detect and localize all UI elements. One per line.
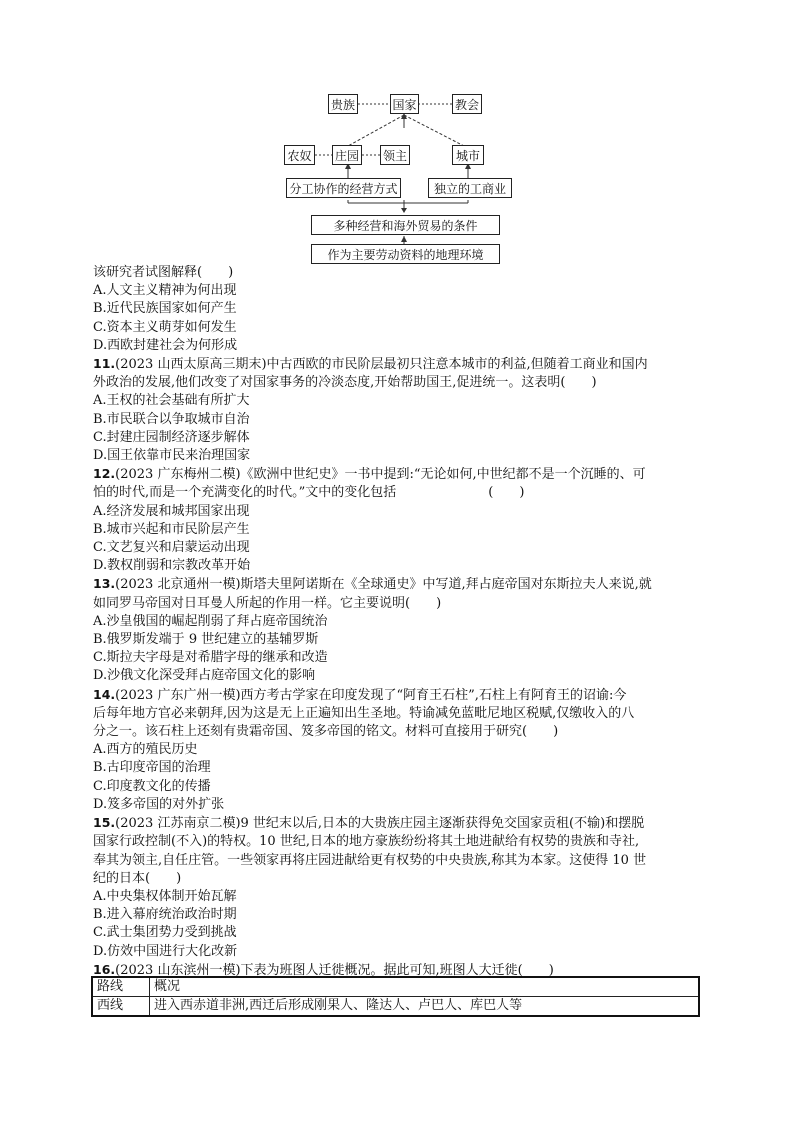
q10-option-c: C.资本主义萌芽如何发生	[93, 319, 237, 335]
q12-number: 12.	[93, 466, 116, 482]
q14-line-3: 分之一。该石柱上还刻有贵霜帝国、笈多帝国的铭文。材料可直接用于研究( )	[93, 724, 559, 740]
q16-text-1: (2023 山东滨州一模)下表为班图人迁徙概况。据此可知,班图人大迁徙( )	[115, 962, 554, 978]
q15-line-4: 纪的日本( )	[93, 870, 182, 886]
q13-number: 13.	[93, 576, 116, 592]
q16-number: 16.	[93, 961, 116, 977]
box-serfs: 农奴	[284, 145, 315, 165]
q14-number: 14.	[93, 686, 116, 702]
q15-text-1: (2023 江苏南京二模)9 世纪末以后,日本的大贵族庄园主逐渐获得免交国家贡租(不输)和摆脱	[115, 816, 645, 832]
q13-option-a: A.沙皇俄国的崛起削弱了拜占庭帝国统治	[93, 613, 328, 629]
q12-option-c: C.文艺复兴和启蒙运动出现	[93, 540, 250, 556]
q15-line-2: 国家行政控制(不入)的特权。10 世纪,日本的地方豪族纷纷将其土地进献给有权势的贵族和寺社,	[93, 834, 640, 850]
q10-stem: 该研究者试图解释( )	[93, 265, 234, 280]
box-state: 国家	[390, 94, 419, 114]
q12-text-1: (2023 广东梅州二模)《欧洲中世纪史》一书中提到:“无论如何,中世纪都不是一个沉睡的、可	[115, 467, 646, 483]
q15-line-1	[93, 814, 713, 833]
q15-option-d: D.仿效中国进行大化改新	[93, 943, 238, 959]
q11-number: 11.	[93, 356, 116, 372]
q15-option-b: B.进入幕府统治政治时期	[93, 907, 237, 923]
q12-line-1	[93, 465, 713, 484]
q12-option-a: A.经济发展和城邦国家出现	[93, 503, 250, 519]
q11-line-1	[93, 355, 713, 374]
box-conditions: 多种经营和海外贸易的条件	[311, 215, 500, 235]
q14-text-1: (2023 广东广州一模)西方考古学家在印度发现了“阿育王石柱”,石柱上有阿育王的诏谕:今	[115, 687, 627, 703]
q14-line-1	[93, 686, 713, 705]
box-environment: 作为主要劳动资料的地理环境	[311, 244, 500, 264]
q11-option-a: A.王权的社会基础有所扩大	[93, 393, 250, 409]
box-division: 分工协作的经营方式	[286, 178, 401, 198]
q14-option-a: A.西方的殖民历史	[93, 742, 198, 758]
bantu-migration-table	[91, 976, 700, 1017]
q13-option-c: C.斯拉夫字母是对希腊字母的继承和改造	[93, 650, 328, 666]
q11-line-2: 外政治的发展,他们改变了对国家事务的冷淡态度,开始帮助国王,促进统一。这表明( )	[93, 375, 597, 391]
q15-option-c: C.武士集团势力受到挑战	[93, 925, 237, 941]
q13-option-d: D.沙俄文化深受拜占庭帝国文化的影响	[93, 668, 316, 684]
q11-option-b: B.市民联合以争取城市自治	[93, 411, 250, 427]
table-row	[92, 997, 699, 1017]
table-header-route: 路线	[92, 977, 150, 997]
table-cell-overview: 进入西赤道非洲,西迁后形成刚果人、隆达人、卢巴人、库巴人等	[150, 997, 700, 1017]
q12-option-b: B.城市兴起和市民阶层产生	[93, 521, 250, 537]
q12-text-2: 怕的时代,而是一个充满变化的时代。”文中的变化包括	[93, 485, 397, 501]
q14-line-2: 后每年地方官必来朝拜,因为这是无上正遍知出生圣地。特谕减免蓝毗尼地区税赋,仅缴收入的八	[93, 705, 635, 721]
question-text	[93, 264, 713, 980]
table-header-overview: 概况	[150, 977, 700, 997]
table-cell-route: 西线	[92, 997, 150, 1017]
q10-option-a: A.人文主义精神为何出现	[93, 283, 237, 299]
q13-line-2: 如同罗马帝国对日耳曼人所起的作用一样。它主要说明( )	[93, 595, 442, 611]
box-lord: 领主	[380, 145, 410, 165]
box-manor: 庄园	[332, 145, 362, 165]
q12-line-2	[93, 484, 713, 502]
box-nobles: 贵族	[328, 94, 358, 114]
q15-line-3: 奉其为领主,自任庄管。一些领家再将庄园进献给更有权势的中央贵族,称其为本家。这使得 10 世	[93, 852, 647, 868]
q12-answer-paren: ( )	[488, 485, 525, 501]
q10-option-d: D.西欧封建社会为何形成	[93, 337, 238, 353]
q14-option-d: D.笈多帝国的对外扩张	[93, 796, 225, 812]
q11-option-c: C.封建庄园制经济逐步解体	[93, 429, 250, 445]
q13-text-1: (2023 北京通州一模)斯塔夫里阿诺斯在《全球通史》中写道,拜占庭帝国对东斯拉夫人来说,就	[115, 577, 652, 593]
box-city: 城市	[452, 145, 484, 165]
q12-option-d: D.教权削弱和宗教改革开始	[93, 558, 251, 574]
box-church: 教会	[452, 94, 482, 114]
q11-option-d: D.国王依靠市民来治理国家	[93, 448, 251, 464]
box-commerce: 独立的工商业	[428, 178, 512, 198]
q13-line-1	[93, 575, 713, 594]
q11-text-1: (2023 山西太原高三期末)中古西欧的市民阶层最初只注意本城市的利益,但随着工商业和国内	[115, 357, 648, 373]
q10-option-b: B.近代民族国家如何产生	[93, 301, 237, 317]
table-header-row	[92, 977, 699, 997]
q15-number: 15.	[93, 815, 116, 831]
q15-option-a: A.中央集权体制开始瓦解	[93, 888, 237, 904]
structure-diagram	[0, 0, 794, 270]
q14-option-b: B.古印度帝国的治理	[93, 760, 211, 776]
q14-option-c: C.印度教文化的传播	[93, 778, 211, 794]
q13-option-b: B.俄罗斯发端于 9 世纪建立的基辅罗斯	[93, 632, 319, 648]
